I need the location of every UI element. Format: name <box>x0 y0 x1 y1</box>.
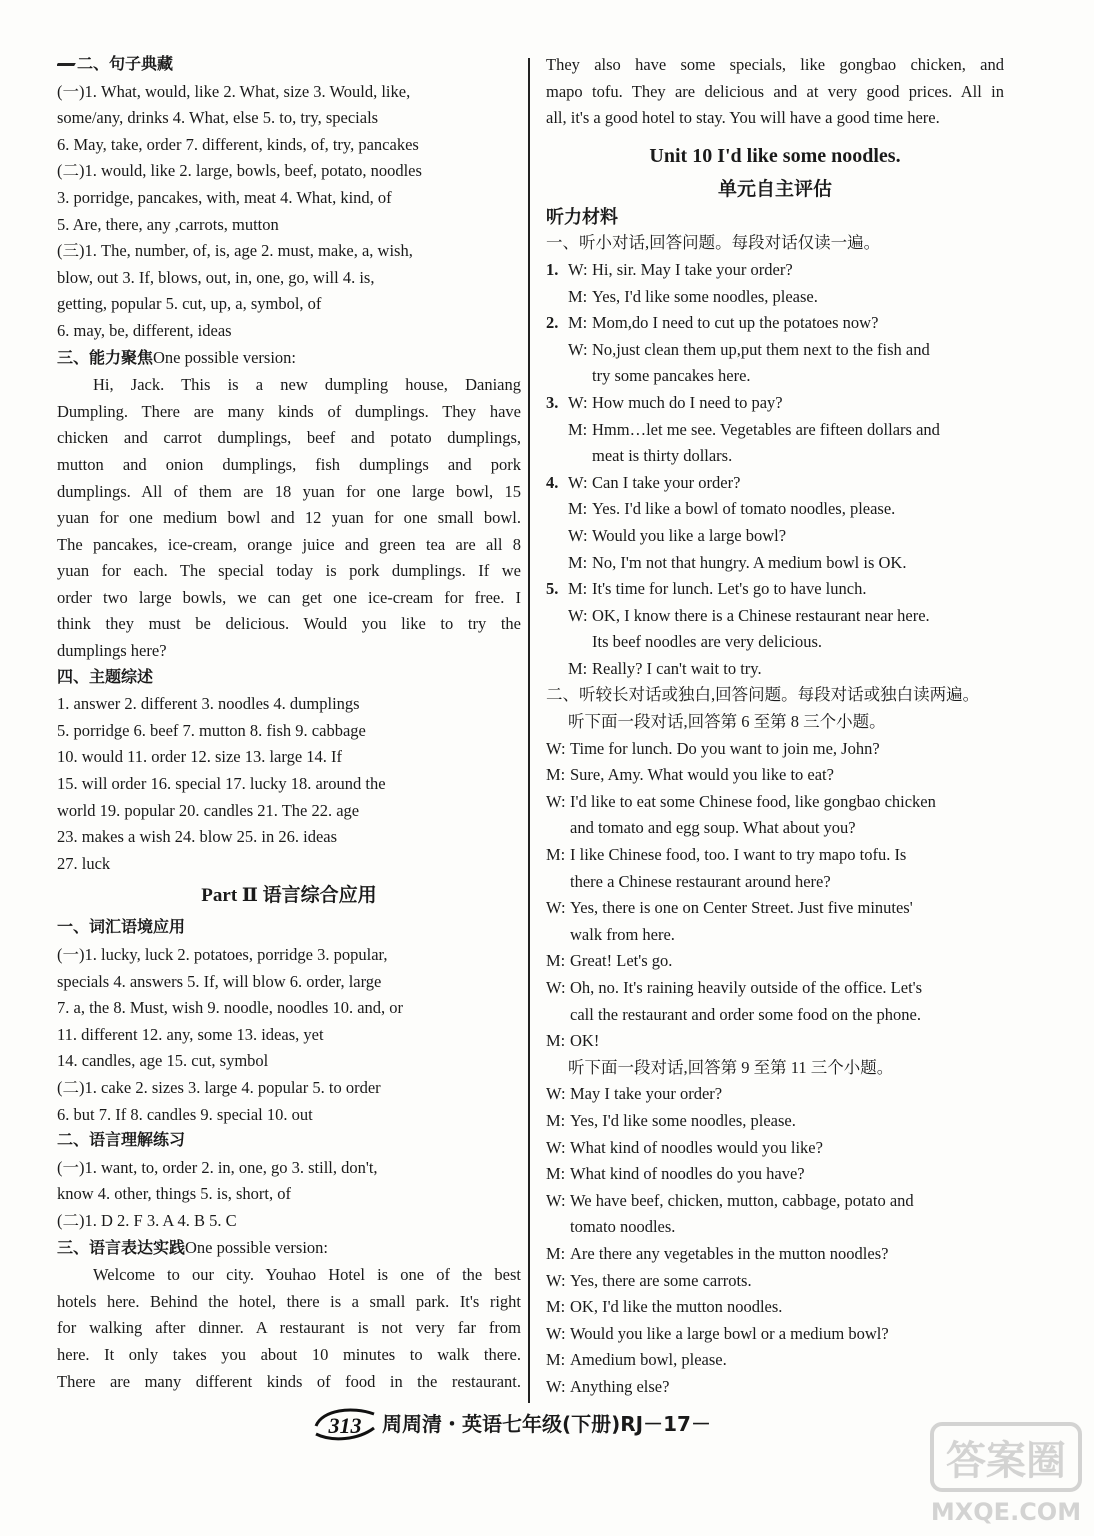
dialogue-line <box>546 363 1004 390</box>
item-number: 1. <box>546 259 559 279</box>
dialogue-line <box>546 603 1004 630</box>
speaker-label: M: <box>568 419 588 439</box>
version-note: One possible version: <box>153 347 296 367</box>
speaker-label: M: <box>568 313 588 333</box>
speaker-label: W: <box>546 898 566 918</box>
speaker-label: M: <box>546 1297 566 1317</box>
listening-dialogue-b <box>546 1081 1004 1400</box>
dialogue-text: walk from here. <box>570 924 675 944</box>
expression-essay <box>57 1262 521 1395</box>
right-column <box>546 52 1004 1401</box>
dialogue-line <box>546 948 1004 975</box>
text-line: (二)1. would, like 2. large, bowls, beef, potato, noodles <box>57 161 422 181</box>
version-note: One possible version: <box>185 1237 328 1257</box>
footer-text: 周周清・英语七年级(下册)RJ－17－ <box>382 1412 711 1436</box>
dialogue-line <box>546 550 1004 577</box>
text-line: yuan for one medium bowl and 12 yuan for one small bowl. <box>57 508 521 528</box>
page-footer <box>312 1402 792 1448</box>
dialogue-line <box>546 443 1004 470</box>
speaker-label: M: <box>546 1110 566 1130</box>
part-two-title: Part Ⅱ 语言综合应用 <box>201 885 377 907</box>
dialogue-text: May I take your order? <box>570 1084 723 1104</box>
item-number: 2. <box>546 313 559 333</box>
text-line: world 19. popular 20. candles 21. The 22. age <box>57 800 360 820</box>
dialogue-line <box>546 1161 1004 1188</box>
text-line: know 4. other, things 5. is, short, of <box>57 1184 291 1204</box>
item-number: 5. <box>546 579 559 599</box>
speaker-label: M: <box>546 1350 566 1370</box>
dialogue-text: Yes, there is one on Center Street. Just five minutes' <box>570 898 913 918</box>
logo-text: 313 <box>328 1413 362 1438</box>
dialogue-text: and tomato and egg soup. What about you? <box>570 818 856 838</box>
section-heading-comprehension: 二、语言理解练习 <box>57 1132 186 1150</box>
dialogue-line <box>546 736 1004 763</box>
text-line: 7. a, the 8. Must, wish 9. noodle, noodles 10. and, or <box>57 998 404 1018</box>
dialogue-line <box>546 1347 1004 1374</box>
item-number: 3. <box>546 392 559 412</box>
dialogue-text: Amedium bowl, please. <box>570 1350 727 1370</box>
dialogue-line <box>546 1135 1004 1162</box>
dialogue-text: I'd like to eat some Chinese food, like gongbao chicken <box>570 791 936 811</box>
text-line: think they must be delicious. Would you like to try the <box>57 614 521 634</box>
essay-continuation <box>546 52 1004 132</box>
dialogue-line <box>546 815 1004 842</box>
dialogue-line <box>546 1002 1004 1029</box>
dialogue-text: Would you like a large bowl? <box>592 525 787 545</box>
dialogue-line <box>546 1294 1004 1321</box>
ability-essay <box>57 372 521 665</box>
text-line: all, it's a good hotel to stay. You will have a good time here. <box>546 108 940 128</box>
text-line: chicken and carrot dumplings, beef and potato dumplings, <box>57 428 521 448</box>
text-line: Hi, Jack. This is a new dumpling house, Daniang <box>93 375 521 395</box>
listening-dialogue-a <box>546 736 1004 1055</box>
dialogue-text: Anything else? <box>570 1376 670 1396</box>
text-line: They also have some specials, like gongbao chicken, and <box>546 55 1004 74</box>
speaker-label: W: <box>568 605 588 625</box>
dialogue-text: Oh, no. It's raining heavily outside of the office. Let's <box>570 978 923 997</box>
text-line: blow, out 3. If, blows, out, in, one, go, will 4. is, <box>57 267 375 287</box>
speaker-label: M: <box>568 658 588 678</box>
left-column <box>57 52 521 1395</box>
text-line: There are many different kinds of food in the restaurant. <box>57 1371 521 1391</box>
dialogue-text: No,just clean them up,put them next to the fish and <box>592 339 930 359</box>
dialogue-text: Hmm…let me see. Vegetables are fifteen dollars and <box>592 419 940 439</box>
section-heading-expression: 三、语言表达实践 <box>57 1239 186 1257</box>
speaker-label: W: <box>568 392 588 412</box>
text-line: Welcome to our city. Youhao Hotel is one of the best <box>93 1265 521 1285</box>
speaker-label: W: <box>546 1190 566 1210</box>
dialogue-line <box>546 1081 1004 1108</box>
dialogue-line <box>546 869 1004 896</box>
listening-intro-2: 听下面一段对话,回答第 9 至第 11 三个小题。 <box>568 1057 894 1077</box>
dialogue-line <box>546 417 1004 444</box>
text-line: 6. but 7. If 8. candles 9. special 10. out <box>57 1104 313 1124</box>
text-line: (三)1. The, number, of, is, age 2. must, make, a, wish, <box>57 241 413 261</box>
text-line: 3. porridge, pancakes, with, meat 4. What, kind, of <box>57 187 392 207</box>
watermark-line-2: MXQE.COM <box>930 1498 1082 1526</box>
dialogue-line <box>546 656 1004 683</box>
unit-subtitle: 单元自主评估 <box>717 177 832 200</box>
dialogue-line <box>546 470 1004 497</box>
dialogue-text: I like Chinese food, too. I want to try mapo tofu. Is <box>570 845 907 865</box>
speaker-label: W: <box>546 978 566 997</box>
text-line: some/any, drinks 4. What, else 5. to, try, specials <box>57 108 379 128</box>
dialogue-line <box>546 895 1004 922</box>
speaker-label: W: <box>546 1137 566 1157</box>
section-heading-sentences: 二、句子典藏 <box>57 52 521 79</box>
speaker-label: M: <box>568 286 588 306</box>
dialogue-text: Hi, sir. May I take your order? <box>592 259 793 279</box>
dialogue-text: Its beef noodles are very delicious. <box>592 632 823 652</box>
dialogue-text: How much do I need to pay? <box>592 392 783 412</box>
dialogue-line <box>546 1188 1004 1215</box>
dialogue-line <box>546 337 1004 364</box>
dialogue-text: We have beef, chicken, mutton, cabbage, potato and <box>570 1190 914 1210</box>
dialogue-text: Yes, I'd like some noodles, please. <box>592 286 818 306</box>
vocab-answers <box>57 942 521 1128</box>
text-line: 5. porridge 6. beef 7. mutton 8. fish 9. cabbage <box>57 720 366 740</box>
text-line: (一)1. want, to, order 2. in, one, go 3. still, don't, <box>57 1157 378 1177</box>
dialogue-text: No, I'm not that hungry. A medium bowl is OK. <box>592 552 907 572</box>
unit-title: Unit 10 I'd like some noodles. <box>649 144 901 167</box>
dialogue-line <box>546 523 1004 550</box>
dialogue-text: call the restaurant and order some food on the phone. <box>570 1004 921 1024</box>
text-line: dumplings. All of them are 18 yuan for one large bowl, 15 <box>57 481 521 501</box>
listening-intro-1: 听下面一段对话,回答第 6 至第 8 三个小题。 <box>568 712 886 732</box>
text-line: yuan for each. The special today is pork dumplings. If we <box>57 561 521 581</box>
theme-answers <box>57 691 521 877</box>
text-line: 15. will order 16. special 17. lucky 18. around the <box>57 774 386 794</box>
brand-logo-icon <box>312 1404 378 1444</box>
dialogue-text: Can I take your order? <box>592 472 741 492</box>
dialogue-line <box>546 922 1004 949</box>
text-line: 6. May, take, order 7. different, kinds, of, try, pancakes <box>57 134 419 154</box>
watermark-line-1: 答案圈 <box>946 1438 1066 1484</box>
dialogue-line <box>546 576 1004 603</box>
dialogue-line <box>546 789 1004 816</box>
dialogue-text: Great! Let's go. <box>570 951 673 971</box>
dialogue-line <box>546 1268 1004 1295</box>
dialogue-text: Yes, I'd like some noodles, please. <box>570 1110 796 1130</box>
speaker-label: W: <box>568 472 588 492</box>
dialogue-text: Would you like a large bowl or a medium bowl? <box>570 1323 889 1343</box>
text-line: 14. candles, age 15. cut, symbol <box>57 1051 269 1071</box>
dialogue-line <box>546 257 1004 284</box>
listening-short-dialogues <box>546 257 1004 683</box>
speaker-label: W: <box>546 1270 566 1290</box>
text-line: 10. would 11. order 12. size 13. large 14. If <box>57 747 343 767</box>
text-line: mapo tofu. They are delicious and at very good prices. All in <box>546 81 1004 101</box>
text-line: (一)1. lucky, luck 2. potatoes, porridge 3. popular, <box>57 945 388 964</box>
dialogue-text: OK! <box>570 1031 600 1051</box>
text-line: for walking after dinner. A restaurant is not very far from <box>57 1318 521 1338</box>
speaker-label: W: <box>546 1376 566 1396</box>
text-line: 5. Are, there, any ,carrots, mutton <box>57 214 279 234</box>
speaker-label: M: <box>546 1164 566 1184</box>
dialogue-text: try some pancakes here. <box>592 366 751 386</box>
dialogue-line <box>546 629 1004 656</box>
speaker-label: M: <box>568 579 588 599</box>
dialogue-text: OK, I'd like the mutton noodles. <box>570 1297 783 1317</box>
listening-section-1-title: 一、听小对话,回答问题。每段对话仅读一遍。 <box>546 233 881 253</box>
section-heading-vocab: 一、词汇语境应用 <box>57 919 186 937</box>
dialogue-text: Yes, there are some carrots. <box>570 1270 752 1290</box>
dialogue-text: meat is thirty dollars. <box>592 446 733 466</box>
text-line: dumplings here? <box>57 641 167 661</box>
speaker-label: M: <box>546 765 566 785</box>
dialogue-line <box>546 1028 1004 1055</box>
text-line: mutton and onion dumplings, fish dumplings and pork <box>57 454 521 474</box>
dialogue-line <box>546 1108 1004 1135</box>
text-line: 27. luck <box>57 853 111 873</box>
sentences-answers <box>57 79 521 345</box>
text-line: 6. may, be, different, ideas <box>57 320 232 340</box>
dialogue-text: Mom,do I need to cut up the potatoes now? <box>592 313 879 333</box>
speaker-label: W: <box>546 791 566 811</box>
speaker-label: M: <box>546 951 566 971</box>
listening-section-2-title: 二、听较长对话或独白,回答问题。每段对话或独白读两遍。 <box>546 685 980 705</box>
dialogue-line <box>546 284 1004 311</box>
dialogue-line <box>546 310 1004 337</box>
speaker-label: M: <box>546 1031 566 1051</box>
dialogue-text: there a Chinese restaurant around here? <box>570 871 831 891</box>
text-line: order two large bowls, we can get one ice-cream for free. I <box>57 587 521 607</box>
dialogue-text: tomato noodles. <box>570 1217 676 1237</box>
speaker-label: W: <box>546 1084 566 1104</box>
dialogue-text: Really? I can't wait to try. <box>592 658 762 678</box>
watermark-icon <box>926 1414 1086 1532</box>
dialogue-text: Time for lunch. Do you want to join me, John? <box>570 738 880 758</box>
dialogue-line <box>546 975 1004 1002</box>
dialogue-text: OK, I know there is a Chinese restaurant near here. <box>592 605 930 625</box>
column-divider <box>528 58 530 1403</box>
text-line: (二)1. D 2. F 3. A 4. B 5. C <box>57 1210 237 1230</box>
speaker-label: W: <box>546 738 566 758</box>
speaker-label: M: <box>568 499 588 519</box>
dialogue-text: It's time for lunch. Let's go to have lunch. <box>592 579 867 599</box>
text-line: here. It only takes you about 10 minutes to walk there. <box>57 1344 521 1364</box>
speaker-label: M: <box>568 552 588 572</box>
dialogue-text: Sure, Amy. What would you like to eat? <box>570 765 834 785</box>
text-line: 23. makes a wish 24. blow 25. in 26. ideas <box>57 827 338 847</box>
comprehension-answers <box>57 1155 521 1235</box>
speaker-label: W: <box>568 525 588 545</box>
dialogue-text: What kind of noodles do you have? <box>570 1164 805 1184</box>
dialogue-line <box>546 1321 1004 1348</box>
text-line: (一)1. What, would, like 2. What, size 3. Would, like, <box>57 81 411 101</box>
listening-heading: 听力材料 <box>546 206 618 227</box>
dialogue-line <box>546 1214 1004 1241</box>
dialogue-line <box>546 842 1004 869</box>
text-line: (二)1. cake 2. sizes 3. large 4. popular 5. to order <box>57 1077 381 1097</box>
text-line: 11. different 12. any, some 13. ideas, yet <box>57 1024 324 1044</box>
speaker-label: W: <box>546 1323 566 1343</box>
text-line: Dumpling. There are many kinds of dumplings. They have <box>57 401 521 421</box>
dialogue-text: Are there any vegetables in the mutton noodles? <box>570 1243 889 1263</box>
dialogue-line <box>546 496 1004 523</box>
text-line: 1. answer 2. different 3. noodles 4. dumplings <box>57 694 360 714</box>
speaker-label: M: <box>546 845 566 865</box>
text-line: getting, popular 5. cut, up, a, symbol, of <box>57 294 322 314</box>
speaker-label: W: <box>568 339 588 359</box>
speaker-label: M: <box>546 1243 566 1263</box>
pen-mark-icon <box>57 63 76 66</box>
dialogue-line <box>546 762 1004 789</box>
text-line: hotels here. Behind the hotel, there is a small park. It's right <box>57 1291 521 1311</box>
section-heading-theme: 四、主题综述 <box>57 668 154 686</box>
speaker-label: W: <box>568 259 588 279</box>
text-line: The pancakes, ice-cream, orange juice and green tea are all 8 <box>57 534 521 554</box>
text-line: specials 4. answers 5. If, will blow 6. order, large <box>57 971 382 991</box>
dialogue-line <box>546 1241 1004 1268</box>
section-heading-ability: 三、能力聚焦 <box>57 349 154 367</box>
item-number: 4. <box>546 472 559 492</box>
dialogue-line <box>546 390 1004 417</box>
dialogue-text: Yes. I'd like a bowl of tomato noodles, please. <box>592 499 896 519</box>
dialogue-text: What kind of noodles would you like? <box>570 1137 823 1157</box>
dialogue-line <box>546 1374 1004 1401</box>
